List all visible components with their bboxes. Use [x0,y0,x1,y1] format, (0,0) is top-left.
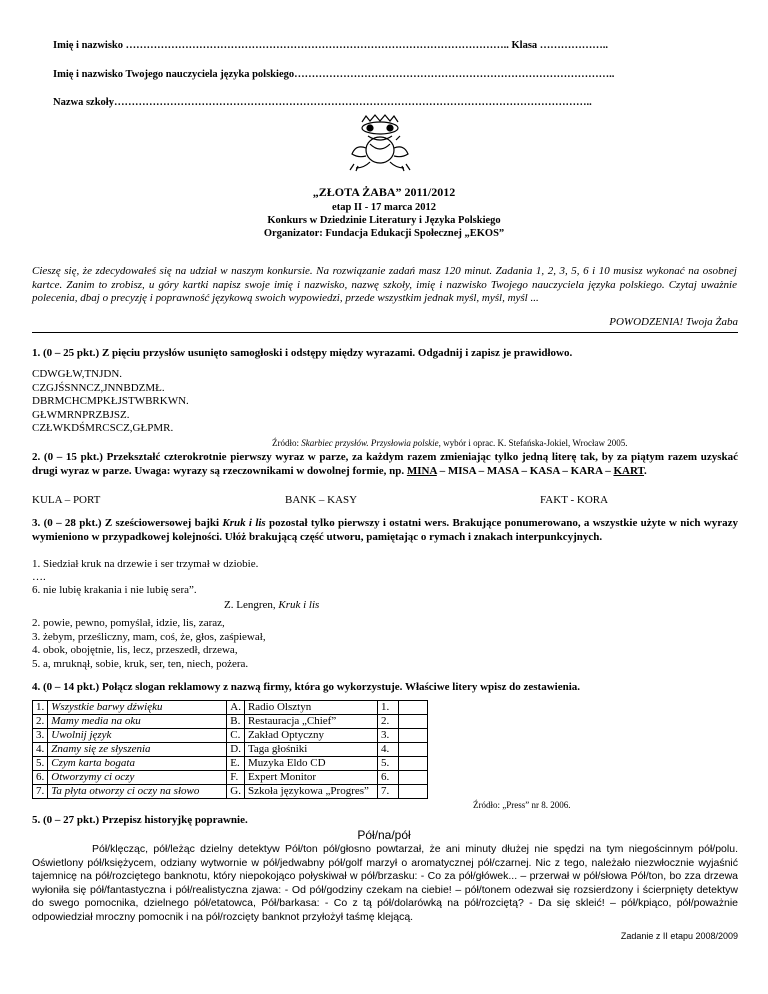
story-title: Pół/na/pół [357,828,411,842]
answer-cell[interactable] [398,743,427,757]
slogan-text: Wszystkie barwy dźwięku [48,701,227,715]
match-row [33,743,428,757]
task1-source: Źródło: Skarbiec przysłów. Przysłowia polskie, wybór i oprac. K. Stefańska-Jokiel, Wrocław 2005. [272,438,628,448]
contest-title: „ZŁOTA ŻABA” 2011/2012 [312,185,456,199]
task3-ellipsis: …. [32,571,46,583]
slogan-text: Znamy się ze słyszenia [48,743,227,757]
firm-name: Radio Olsztyn [244,701,377,715]
task3-word-list [32,617,266,671]
slogan-text: Ta płyta otworzy ci oczy na słowo [48,785,227,799]
slogan-number: 4. [33,743,48,757]
firm-name: Expert Monitor [244,771,377,785]
match-row [33,785,428,799]
slogan-number: 5. [33,757,48,771]
answer-number: 1. [377,701,398,715]
slogan-number: 1. [33,701,48,715]
slogan-text: Otworzymy ci oczy [48,771,227,785]
task1-instruction: 1. (0 – 25 pkt.) Z pięciu przysłów usunięto samogłoski i odstępy między wyrazami. Odgadnij i zapisz je prawidłowo. [32,347,573,359]
match-row [33,729,428,743]
task4-instruction: 4. (0 – 14 pkt.) Połącz slogan reklamowy z nazwą firmy, która go wykorzystuje. Właściwe litery wpisz do zestawienia. [32,681,581,693]
slogan-text: Uwolnij język [48,729,227,743]
task2-pair: BANK – KASY [285,494,358,506]
word-line: 4. obok, obojętnie, lis, lecz, przeszedł, drzewa, [32,644,238,656]
slogan-number: 2. [33,715,48,729]
intro-text: Cieszę się, że zdecydowałeś się na udział w naszym konkursie. Na rozwiązanie zadań masz 120 minut. Zadania 1, 2, 3, 5, 6 i 10 musisz wykonać na osobnej kartce. Zanim to zrobisz, u góry kartki napisz swoje imię i nazwisko, nazwę szkoły, imię i nazwisko Twojego nauczyciela języka polskiego. Czytaj uważnie polecenia, dbaj o precyzję i poprawność językową swoich wypowiedzi, przede wszystkim jednak myśl, myśl, myśl ... [32,265,737,304]
match-row [33,715,428,729]
contest-stage: etap II - 17 marca 2012 [332,202,436,213]
answer-cell[interactable] [398,771,427,785]
word-line: 3. żebym, prześliczny, mam, coś, że, głos, zaśpiewał, [32,630,266,643]
task2-instruction: 2. (0 – 15 pkt.) Przekształć czterokrotnie pierwszy wyraz w parze, za każdym razem zmieniając tylko jedną literę tak, by za piątym razem uzyskać drugi wyraz w parze. Uwaga: wyrazy są rzeczownikami w dowolnej formie, np. MINA – MISA – MASA – KASA – KARA – KART. [32,451,738,477]
divider [32,332,738,333]
frog-logo-icon [340,114,420,172]
slogan-number: 3. [33,729,48,743]
firm-letter: A. [227,701,245,715]
answer-number: 5. [377,757,398,771]
page-footer: Zadanie z II etapu 2008/2009 [620,931,738,941]
answer-cell[interactable] [398,785,427,799]
proverb-line: CZGJŚSNNCZ,JNNBDZMŁ. [32,381,165,394]
proverb-line: GŁWMRNPRZBJSZ. [32,408,130,421]
match-row [33,771,428,785]
proverb-line: CZŁWKDŚMRCSCZ,GŁPMR. [32,422,174,434]
answer-number: 2. [377,715,398,729]
answer-number: 6. [377,771,398,785]
proverb-line: CDWGŁW,TNJDN. [32,368,123,380]
school-name-line: Nazwa szkoły……………………………………………………………………………………………………………………….. [53,97,592,108]
task3-verse-6: 6. nie lubię krakania i nie lubię sera”. [32,584,197,596]
firm-name: Zakład Optyczny [244,729,377,743]
firm-name: Restauracja „Chief” [244,715,377,729]
answer-number: 4. [377,743,398,757]
answer-cell[interactable] [398,701,427,715]
word-line: 5. a, mruknął, sobie, kruk, ser, ten, niech, pożera. [32,657,249,670]
slogan-number: 6. [33,771,48,785]
word-line: 2. powie, pewno, pomyślał, idzie, lis, zaraz, [32,617,225,629]
task4-source: Źródło: „Press” nr 8. 2006. [473,800,571,810]
answer-number: 3. [377,729,398,743]
match-row [33,757,428,771]
firm-letter: F. [227,771,245,785]
firm-name: Szkoła językowa „Progres” [244,785,377,799]
intro-signature: POWODZENIA! Twoja Żaba [609,316,738,328]
answer-cell[interactable] [398,757,427,771]
proverb-line: DBRMCHCMPKŁJSTWBRKWN. [32,395,189,407]
firm-letter: G. [227,785,245,799]
task2-pair: FAKT - KORA [540,494,609,506]
contest-organizer: Organizator: Fundacja Edukacji Społecznej „EKOS” [263,228,505,239]
answer-cell[interactable] [398,729,427,743]
slogan-text: Czym karta bogata [48,757,227,771]
task3-instruction: 3. (0 – 28 pkt.) Z sześciowersowej bajki Kruk i lis pozostał tylko pierwszy i ostatni wers. Brakujące ponumerowano, a wszystkie użyte w nich wyrazy wymieniono w przypadkowej kolejności. Ułóż brakującą część utworu, pamiętając o rymach i znakach interpunkcyjnych. [32,517,738,543]
firm-name: Muzyka Eldo CD [244,757,377,771]
task3-author: Z. Lengren, Kruk i lis [224,599,320,611]
firm-letter: C. [227,729,245,743]
task5-instruction: 5. (0 – 27 pkt.) Przepisz historyjkę poprawnie. [32,814,248,826]
teacher-name-line: Imię i nazwisko Twojego nauczyciela języka polskiego……………………………………………………………………………….. [53,69,615,80]
firm-letter: D. [227,743,245,757]
match-row [33,701,428,715]
firm-name: Taga głośniki [244,743,377,757]
slogan-number: 7. [33,785,48,799]
firm-letter: E. [227,757,245,771]
answer-cell[interactable] [398,715,427,729]
contest-name: Konkurs w Dziedzinie Literatury i Języka Polskiego [267,215,501,226]
task2-pair: KULA – PORT [32,494,101,506]
story-text: Pół/klęcząc, pół/leżąc dzielny detektyw Pół/ton pół/głosno powtarzał, że ani minuty dłużej nie spędzi na tym niegościnnym pół/polu. Oświetlony pół/księżycem, odziany wytwornie w pół/jedwabny pół/golf marzył o aromatycznej pół/czarnej. Nic z tego, należało niezwłocznie wyjaśnić tajemnicę na pół/rozciętego banknotu, który niepokojąco połyskiwał w pół/brzasku: - Co za pół/główek... – przerwał w pół/słowa Pół/ton, bo zza drzewa wyłoniła się pół/fantastyczna i pół/realistyczna zjawa: - Od pół/godziny czekam na ciebie! – pół/tonem odezwał się rozsierdzony i ścierpnięty detektyw do swego pomocnika, dzielnego pół/etatowca, Pół/barkasa: - Co z tą pół/dolarówką na pół/rozciętą? - Da się skleić! – pół/kpiąco, pół/poważnie odpowiedział mroczny pomocnik i na pół/rozcięty banknot przyłożył taśmę klejącą. [32,843,738,923]
slogan-text: Mamy media na oku [48,715,227,729]
task1-proverbs [32,368,189,436]
task4-match-table [32,700,428,799]
answer-number: 7. [377,785,398,799]
student-name-line: Imię i nazwisko ……………………………………………………………………………………………….. Klasa ……………….. [53,40,609,51]
task3-verse-1: 1. Siedział kruk na drzewie i ser trzymał w dziobie. [32,558,259,570]
firm-letter: B. [227,715,245,729]
